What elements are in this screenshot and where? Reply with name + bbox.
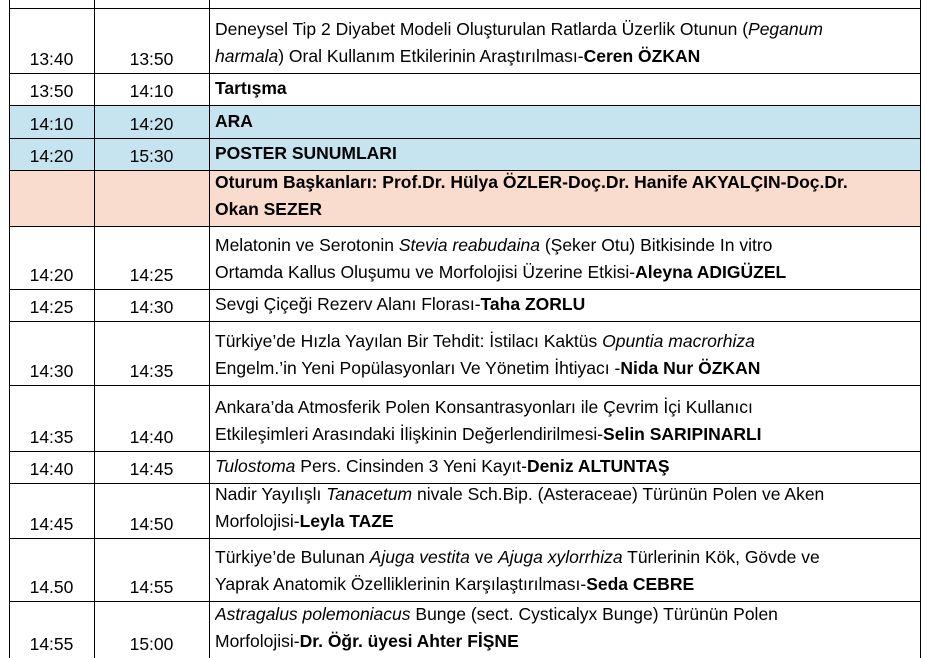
session-title [215, 544, 915, 598]
session-title [215, 453, 915, 480]
title-line [215, 421, 915, 448]
presenter-name: Ceren ÖZKAN [583, 46, 701, 66]
title-text: Yaprak Anatomik Özelliklerinin Karşılaştırılması- [215, 574, 587, 594]
end-time: 15:30 [129, 146, 174, 166]
title-text: nivale Sch.Bip. (Asteraceae) Türünün Polen ve Aken [412, 484, 825, 504]
column-divider [94, 0, 95, 658]
species-name: Opuntia macrorhiza [602, 331, 755, 351]
title-text: (Şeker Otu) Bitkisinde In vitro [539, 235, 773, 255]
title-line [215, 628, 915, 655]
row-divider [9, 538, 921, 539]
session-title [215, 75, 915, 102]
presenter-name: Seda CEBRE [586, 574, 695, 594]
table-row [0, 451, 921, 483]
species-name: Peganum [748, 19, 823, 39]
end-time: 14:35 [129, 361, 174, 381]
start-time: 14:45 [29, 514, 74, 534]
session-title [215, 291, 915, 318]
column-divider [209, 0, 210, 658]
end-time: 14:50 [129, 514, 174, 534]
session-title [215, 328, 915, 382]
end-time: 14:45 [129, 459, 174, 479]
title-line [215, 571, 915, 598]
table-row [9, 170, 921, 226]
presenter-name: Tartışma [215, 78, 287, 98]
presenter-name: Leyla TAZE [299, 511, 394, 531]
table-row [0, 8, 921, 73]
title-line [215, 16, 915, 43]
end-time: 14:10 [129, 81, 174, 101]
table-row [0, 483, 921, 538]
species-name: Stevia reabudaina [398, 235, 540, 255]
presenter-name: Nida Nur ÖZKAN [620, 358, 761, 378]
table-row [9, 105, 921, 138]
end-time: 14:25 [129, 265, 174, 285]
start-time: 13:40 [29, 49, 74, 69]
title-text: Etkileşimleri Arasındaki İlişkinin Değerlendirilmesi- [215, 424, 604, 444]
start-time: 14:40 [29, 459, 74, 479]
title-text: Türkiye’de Bulunan [215, 547, 370, 567]
title-text: Türkiye’de Hızla Yayılan Bir Tehdit: İstilacı Kaktüs [215, 331, 603, 351]
title-text: Sevgi Çiçeği Rezerv Alanı Florası- [215, 294, 481, 314]
title-line [215, 453, 915, 480]
start-time: 14:35 [29, 427, 74, 447]
title-text: Morfolojisi- [215, 511, 300, 531]
presenter-name: Aleyna ADIGÜZEL [635, 262, 787, 282]
title-line [215, 508, 915, 535]
session-title [215, 601, 915, 655]
start-time: 14:30 [29, 361, 74, 381]
title-line [215, 108, 915, 135]
title-text: Ortamda Kallus Oluşumu ve Morfolojisi Üzerine Etkisi- [215, 262, 636, 282]
end-time: 14:55 [129, 577, 174, 597]
title-line [215, 232, 915, 259]
session-title [215, 232, 915, 286]
title-text: Bunge (sect. Cysticalyx Bunge) Türünün Polen [410, 604, 778, 624]
end-time: 13:50 [129, 49, 174, 69]
session-title [215, 140, 915, 167]
title-text: Deneysel Tip 2 Diyabet Modeli Oluşturulan Ratlarda Üzerlik Otunun ( [215, 19, 749, 39]
row-divider [9, 601, 921, 602]
title-line [215, 259, 915, 286]
title-line [215, 355, 915, 382]
start-time: 14:10 [29, 114, 74, 134]
presenter-name: Deniz ALTUNTAŞ [526, 456, 670, 476]
column-divider [920, 0, 921, 658]
session-title [215, 394, 915, 448]
presenter-name: Okan SEZER [215, 199, 322, 219]
presenter-name: Selin SARIPINARLI [603, 424, 762, 444]
start-time: 14:20 [29, 265, 74, 285]
row-divider [9, 105, 921, 106]
table-row [0, 226, 921, 289]
title-text: Türlerinin Kök, Gövde ve [622, 547, 820, 567]
table-row [0, 385, 921, 451]
session-title [215, 108, 915, 135]
column-divider [9, 0, 10, 658]
title-line [215, 328, 915, 355]
end-time: 14:20 [129, 114, 174, 134]
title-text: Melatonin ve Serotonin [215, 235, 399, 255]
row-divider [9, 8, 921, 9]
title-text: ve [469, 547, 499, 567]
title-line [215, 481, 915, 508]
table-row [0, 601, 921, 658]
row-divider [9, 451, 921, 452]
title-line [215, 169, 915, 196]
title-text: Nadir Yayılışlı [215, 484, 327, 504]
start-time: 14:55 [29, 634, 74, 654]
table-row [0, 538, 921, 601]
table-row [0, 289, 921, 321]
row-divider [9, 289, 921, 290]
start-time: 13:50 [29, 81, 74, 101]
title-line [215, 196, 915, 223]
title-text: ) Oral Kullanım Etkilerinin Araştırılması- [278, 46, 584, 66]
session-title [215, 16, 915, 70]
species-name: harmala [215, 46, 279, 66]
table-row [0, 321, 921, 385]
presenter-name: Oturum Başkanları: Prof.Dr. Hülya ÖZLER-Doç.Dr. Hanife AKYALÇIN-Doç.Dr. [215, 172, 848, 192]
species-name: Tulostoma [215, 456, 296, 476]
presenter-name: ARA [215, 111, 253, 131]
species-name: Ajuga vestita [369, 547, 470, 567]
title-text: Ankara’da Atmosferik Polen Konsantrasyonları ile Çevrim İçi Kullanıcı [215, 397, 753, 417]
presenter-name: Dr. Öğr. üyesi Ahter FİŞNE [299, 631, 519, 651]
end-time: 14:40 [129, 427, 174, 447]
title-line [215, 43, 915, 70]
title-line [215, 601, 915, 628]
table-row [9, 138, 921, 170]
row-divider [9, 321, 921, 322]
title-line [215, 75, 915, 102]
start-time: 14.50 [29, 577, 74, 597]
title-text: Engelm.’in Yeni Popülasyonları Ve Yönetim İhtiyacı - [215, 358, 621, 378]
session-title [215, 169, 915, 223]
end-time: 15:00 [129, 634, 174, 654]
end-time: 14:30 [129, 297, 174, 317]
species-name: Ajuga xylorrhiza [498, 547, 623, 567]
row-divider [9, 483, 921, 484]
species-name: Tanacetum [326, 484, 413, 504]
title-line [215, 544, 915, 571]
row-divider [9, 170, 921, 171]
start-time: 14:20 [29, 146, 74, 166]
session-title [215, 481, 915, 535]
title-text: Morfolojisi- [215, 631, 300, 651]
title-line [215, 291, 915, 318]
title-line [215, 140, 915, 167]
start-time: 14:25 [29, 297, 74, 317]
row-divider [9, 385, 921, 386]
species-name: Astragalus polemoniacus [215, 604, 411, 624]
presenter-name: POSTER SUNUMLARI [215, 143, 397, 163]
row-divider [9, 73, 921, 74]
title-line [215, 394, 915, 421]
presenter-name: Taha ZORLU [480, 294, 586, 314]
row-divider [9, 226, 921, 227]
title-text: Pers. Cinsinden 3 Yeni Kayıt- [295, 456, 527, 476]
row-divider [9, 138, 921, 139]
table-row [0, 73, 921, 105]
